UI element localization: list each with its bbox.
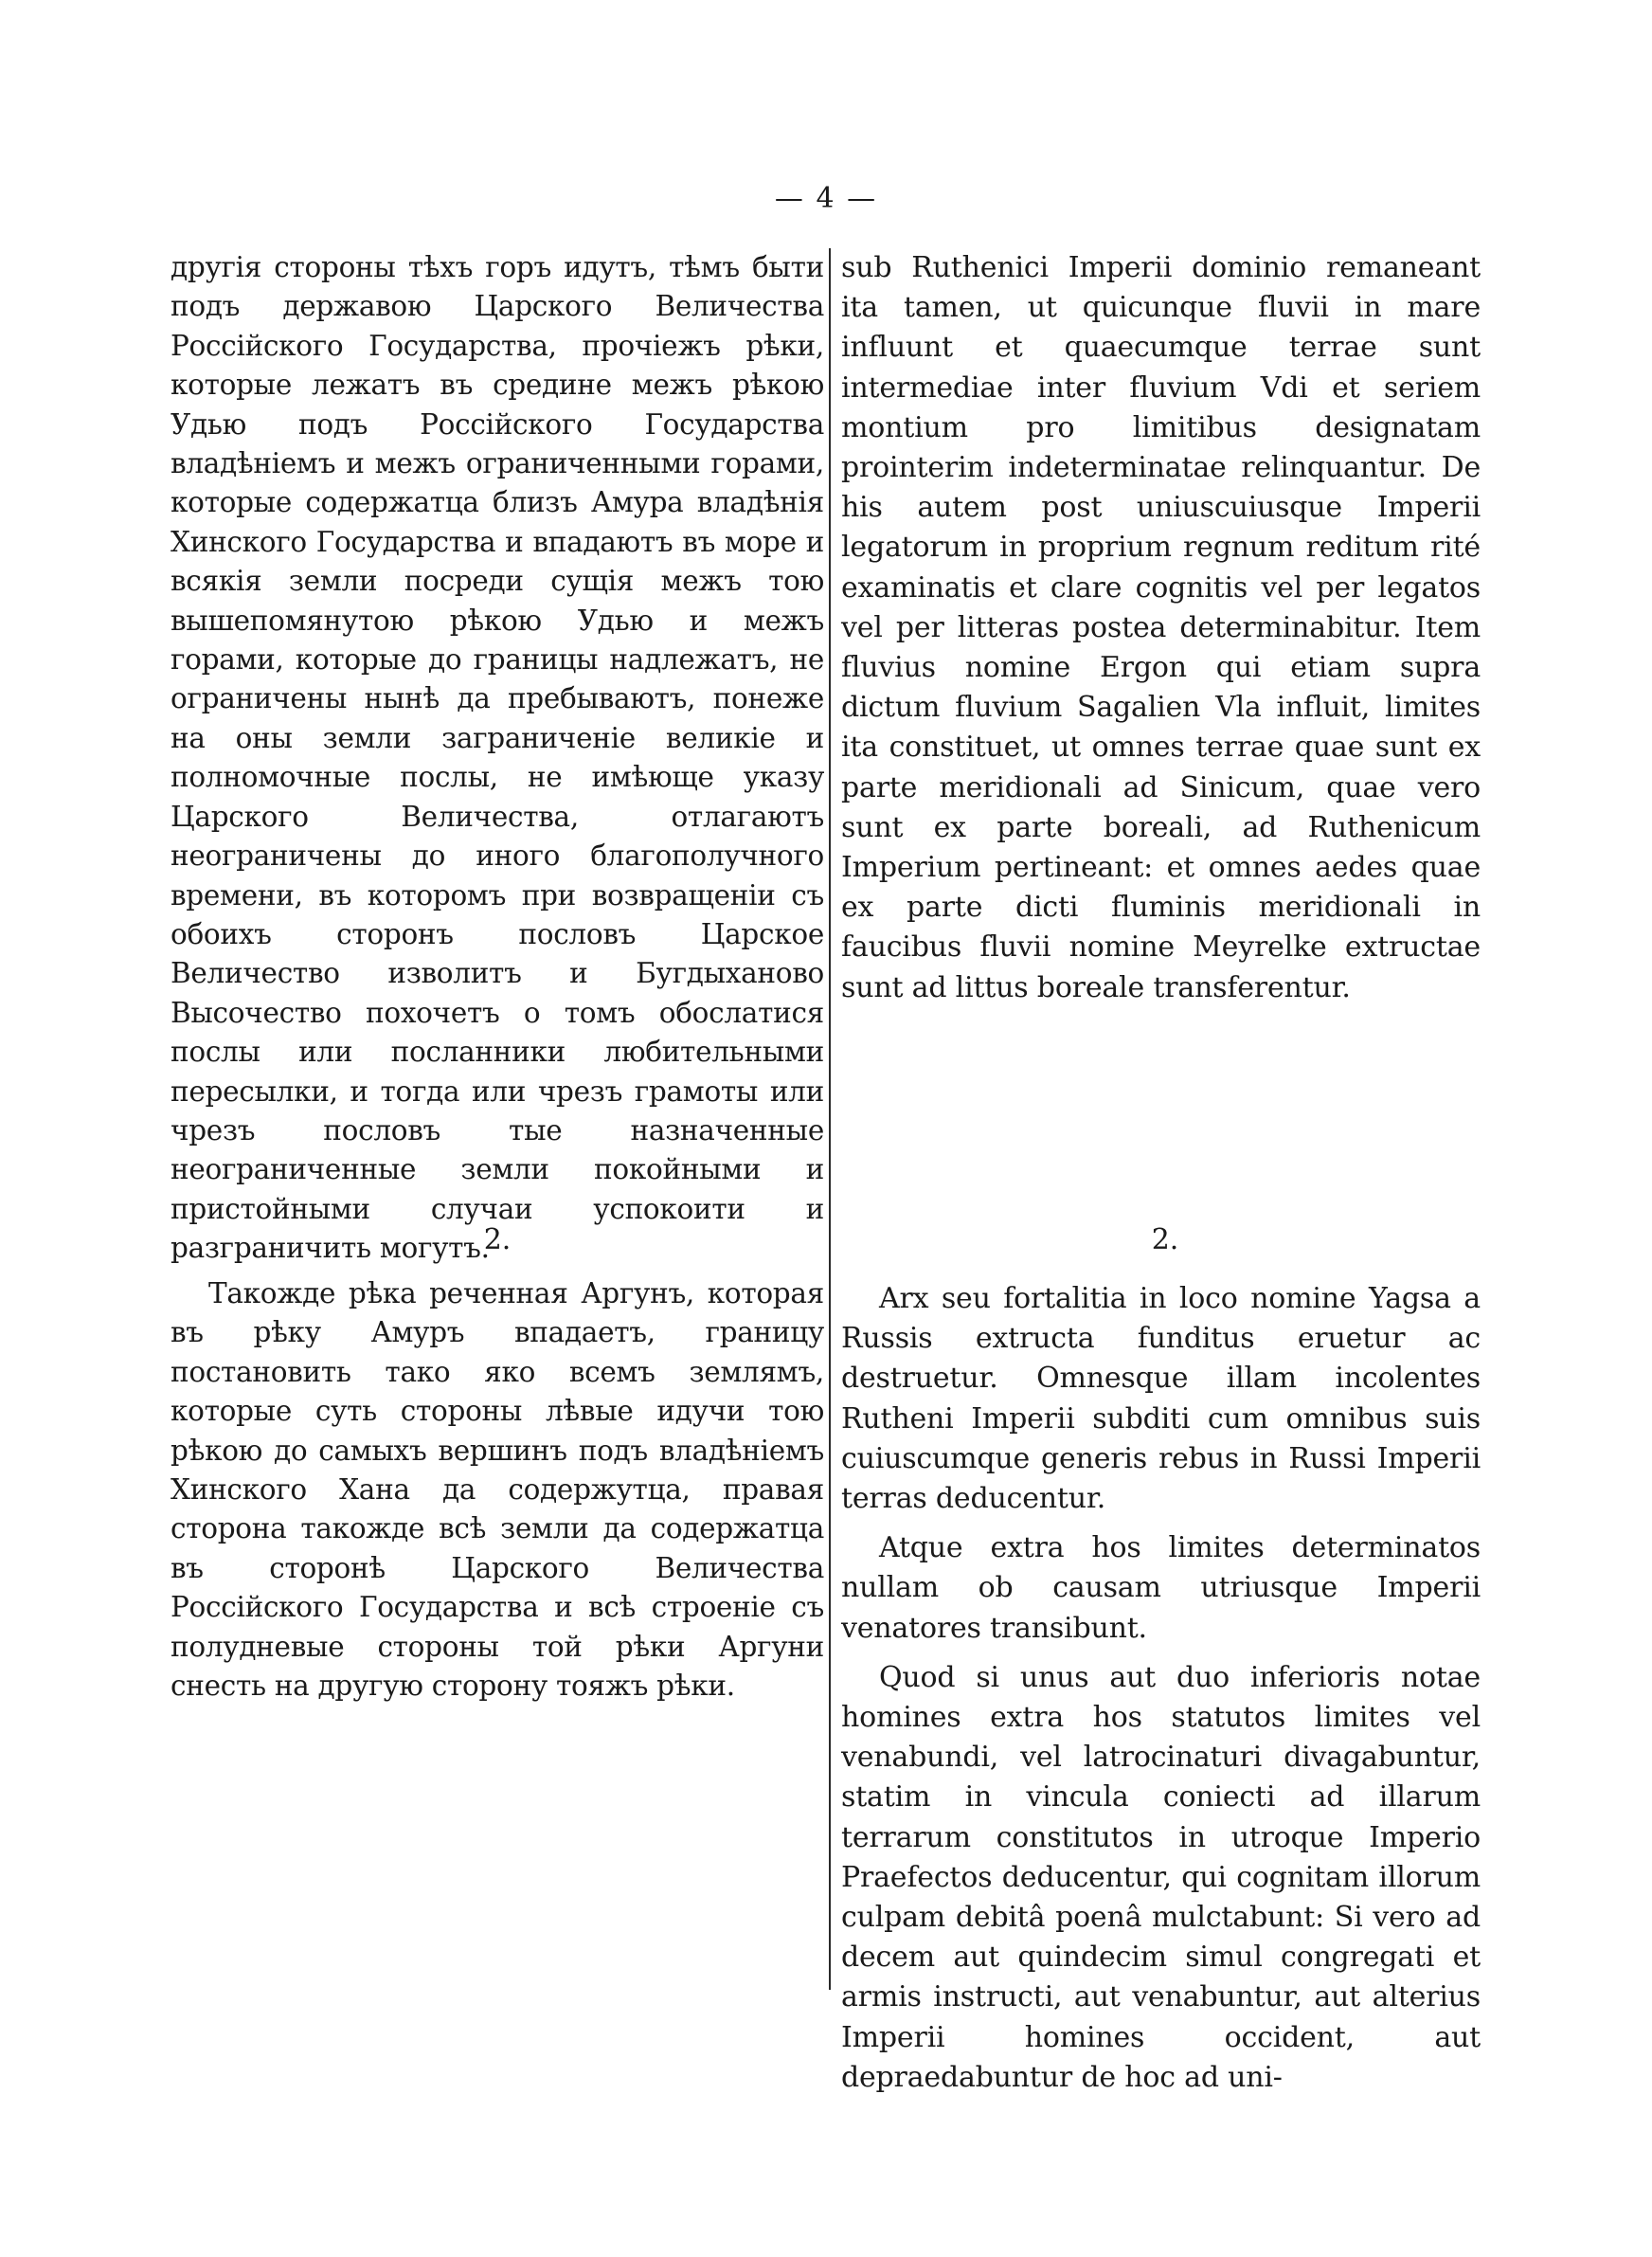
russian-section-2-text: Такожде рѣка реченная Аргунъ, которая въ рѣку Амуръ впадаетъ, границу постановить тако яко всемъ землямъ, которые суть стороны лѣвые идучи тою рѣкою до самыхъ вершинъ подъ владѣніемъ Хинского Хана да содержутца, правая сторона такожде всѣ земли да содержатца въ сторонѣ Царского Величества Россійского Государства и всѣ строеніе съ полудневые стороны той рѣки Аргуни снесть на другую сторону тояжъ рѣки. bbox=[171, 1277, 824, 1703]
latin-continuation-text: sub Ruthenici Imperii dominio remaneant ita tamen, ut quicunque fluvii in mare influunt et quaecumque terrae sunt intermediae inter fluvium Vdi et seriem montium pro limitibus designatam prointerim indeterminatae relinquantur. De his autem post uniuscuiusque Imperii legatorum in proprium regnum reditum rité examinatis et clare cognitis vel per legatos vel per litteras postea determinabitur. Item fluvius nomine Ergon qui etiam supra dictum fluvium Sagalien Vla influit, limites ita constituet, ut omnes terrae quae sunt ex parte meridionali ad Sinicum, quae vero sunt ex parte boreali, ad Ruthenicum Imperium pertineant: et omnes aedes quae ex parte dicti fluminis meridionali in faucibus fluvii nomine Meyrelke extructae sunt ad littus boreale transferentur. bbox=[841, 251, 1481, 1004]
page-number: — 4 — bbox=[774, 182, 878, 215]
latin-paragraph-3: Quod si unus aut duo inferioris notae homines extra hos statutos limites vel venabundi, vel latrocinaturi divagabuntur, statim in vincula coniecti ad illarum terrarum constitutos in utroque Imperio Praefectos deducentur, qui cognitam illorum culpam debitâ poenâ mulctabunt: Si vero ad decem aut quindecim simul congregati et armis instructi, aut venabuntur, aut alterius Imperii homines occident, aut depraedabuntur de hoc ad uni- bbox=[841, 1660, 1481, 2094]
latin-column-continuation bbox=[841, 248, 1481, 1008]
russian-section-number: 2. bbox=[483, 1223, 512, 1256]
latin-section-number: 2. bbox=[1151, 1223, 1179, 1256]
russian-continuation-text: другія стороны тѣхъ горъ идутъ, тѣмъ быти подъ державою Царского Величества Россійского Государства, прочіежъ рѣки, которые лежатъ въ средине межъ рѣкою Удью подъ Россійского Государства владѣніемъ и межъ ограниченными горами, которые содержатца близъ Амура владѣнія Хинского Государства и впадаютъ въ море и всякія земли посреди сущія межъ тою вышепомянутою рѣкою Удью и межъ горами, которые до границы надлежатъ, не ограничены нынѣ да пребываютъ, понеже на оны земли заграниченіе великіе и полномочные послы, не имѣюще указу Царского Величества, отлагаютъ неограничены до иного благополучного времени, въ которомъ при возвращеніи съ обоихъ сторонъ пословъ Царское Величество изволитъ и Бугдыханово Высочество похочетъ о томъ обослатися послы или посланники любительными пересылки, и тогда или чрезъ грамоты или чрезъ пословъ тые назначенные неограниченные земли покойными и пристойными случаи успокоити и разграничить могутъ. bbox=[171, 251, 824, 1265]
column-divider bbox=[829, 248, 831, 1990]
latin-paragraph-2: Atque extra hos limites determinatos nullam ob causam utriusque Imperii venatores transibunt. bbox=[841, 1531, 1481, 1645]
russian-column-continuation bbox=[171, 248, 824, 1269]
latin-paragraph-1: Arx seu fortalitia in loco nomine Yagsa a Russis extructa funditus eruetur ac destruetur. Omnesque illam incolentes Rutheni Imperii subditi cum omnibus suis cuiuscumque generis rebus in Russi Imperii terras deducentur. bbox=[841, 1282, 1481, 1516]
russian-column-section-2 bbox=[171, 1274, 824, 1706]
latin-column-section-2 bbox=[841, 1279, 1481, 2098]
